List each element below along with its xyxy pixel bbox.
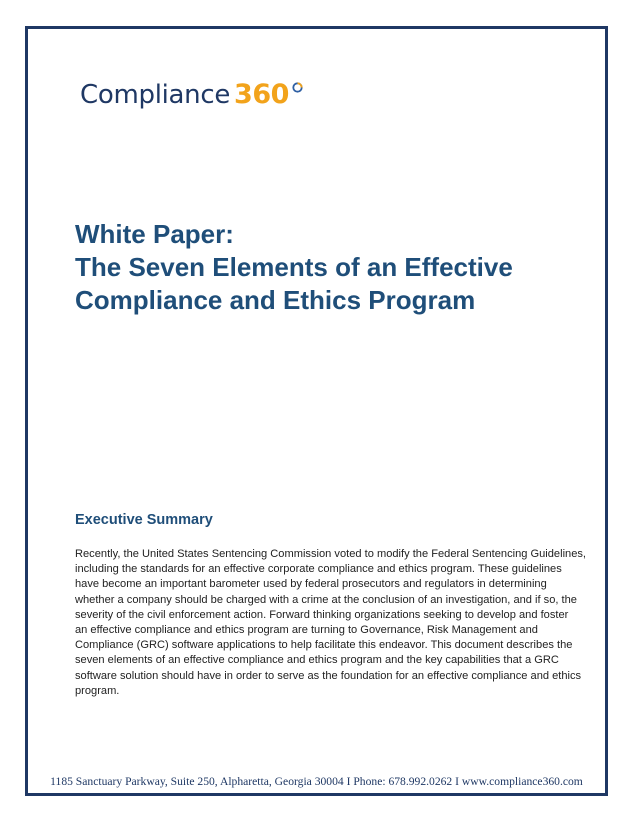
summary-line: severity of the civil enforcement action. Forward thinking organizations seeking to develop and foster xyxy=(75,608,569,621)
summary-line: have become an important barometer used by federal prosecutors and regulators in determining xyxy=(75,578,547,591)
summary-line: software solution should have in order to serve as the foundation for an effective compliance and ethics xyxy=(75,669,582,682)
executive-summary-heading: Executive Summary xyxy=(75,512,213,528)
summary-line: program. xyxy=(75,684,120,697)
executive-summary-body xyxy=(75,547,586,699)
summary-line: including the standards for an effective corporate compliance and ethics program. These guidelines xyxy=(75,563,562,576)
summary-line: seven elements of an effective compliance and ethics program and the key capabilities that a GRC xyxy=(75,654,559,667)
title-line: White Paper: xyxy=(75,219,234,249)
summary-line: Compliance (GRC) software applications to help facilitate this endeavor. This document describes the xyxy=(75,639,573,652)
title-line: Compliance and Ethics Program xyxy=(75,285,476,315)
company-logo xyxy=(80,76,303,114)
summary-line: an effective compliance and ethics program are turning to Governance, Risk Management and xyxy=(75,624,538,637)
logo-wordmark: Compliance xyxy=(80,80,231,110)
footer-contact: 1185 Sanctuary Parkway, Suite 250, Alpharetta, Georgia 30004 I Phone: 678.992.0262 I www.compliance360.com xyxy=(50,775,583,788)
summary-line: Recently, the United States Sentencing Commission voted to modify the Federal Sentencing Guidelines, xyxy=(75,548,586,560)
logo-number: 360 xyxy=(234,79,289,110)
summary-line: whether a company should be charged with a crime at the conclusion of an investigation, and if so, the xyxy=(75,593,577,606)
degree-icon xyxy=(292,82,303,93)
title-line: The Seven Elements of an Effective xyxy=(75,252,513,282)
document-title xyxy=(75,218,595,317)
